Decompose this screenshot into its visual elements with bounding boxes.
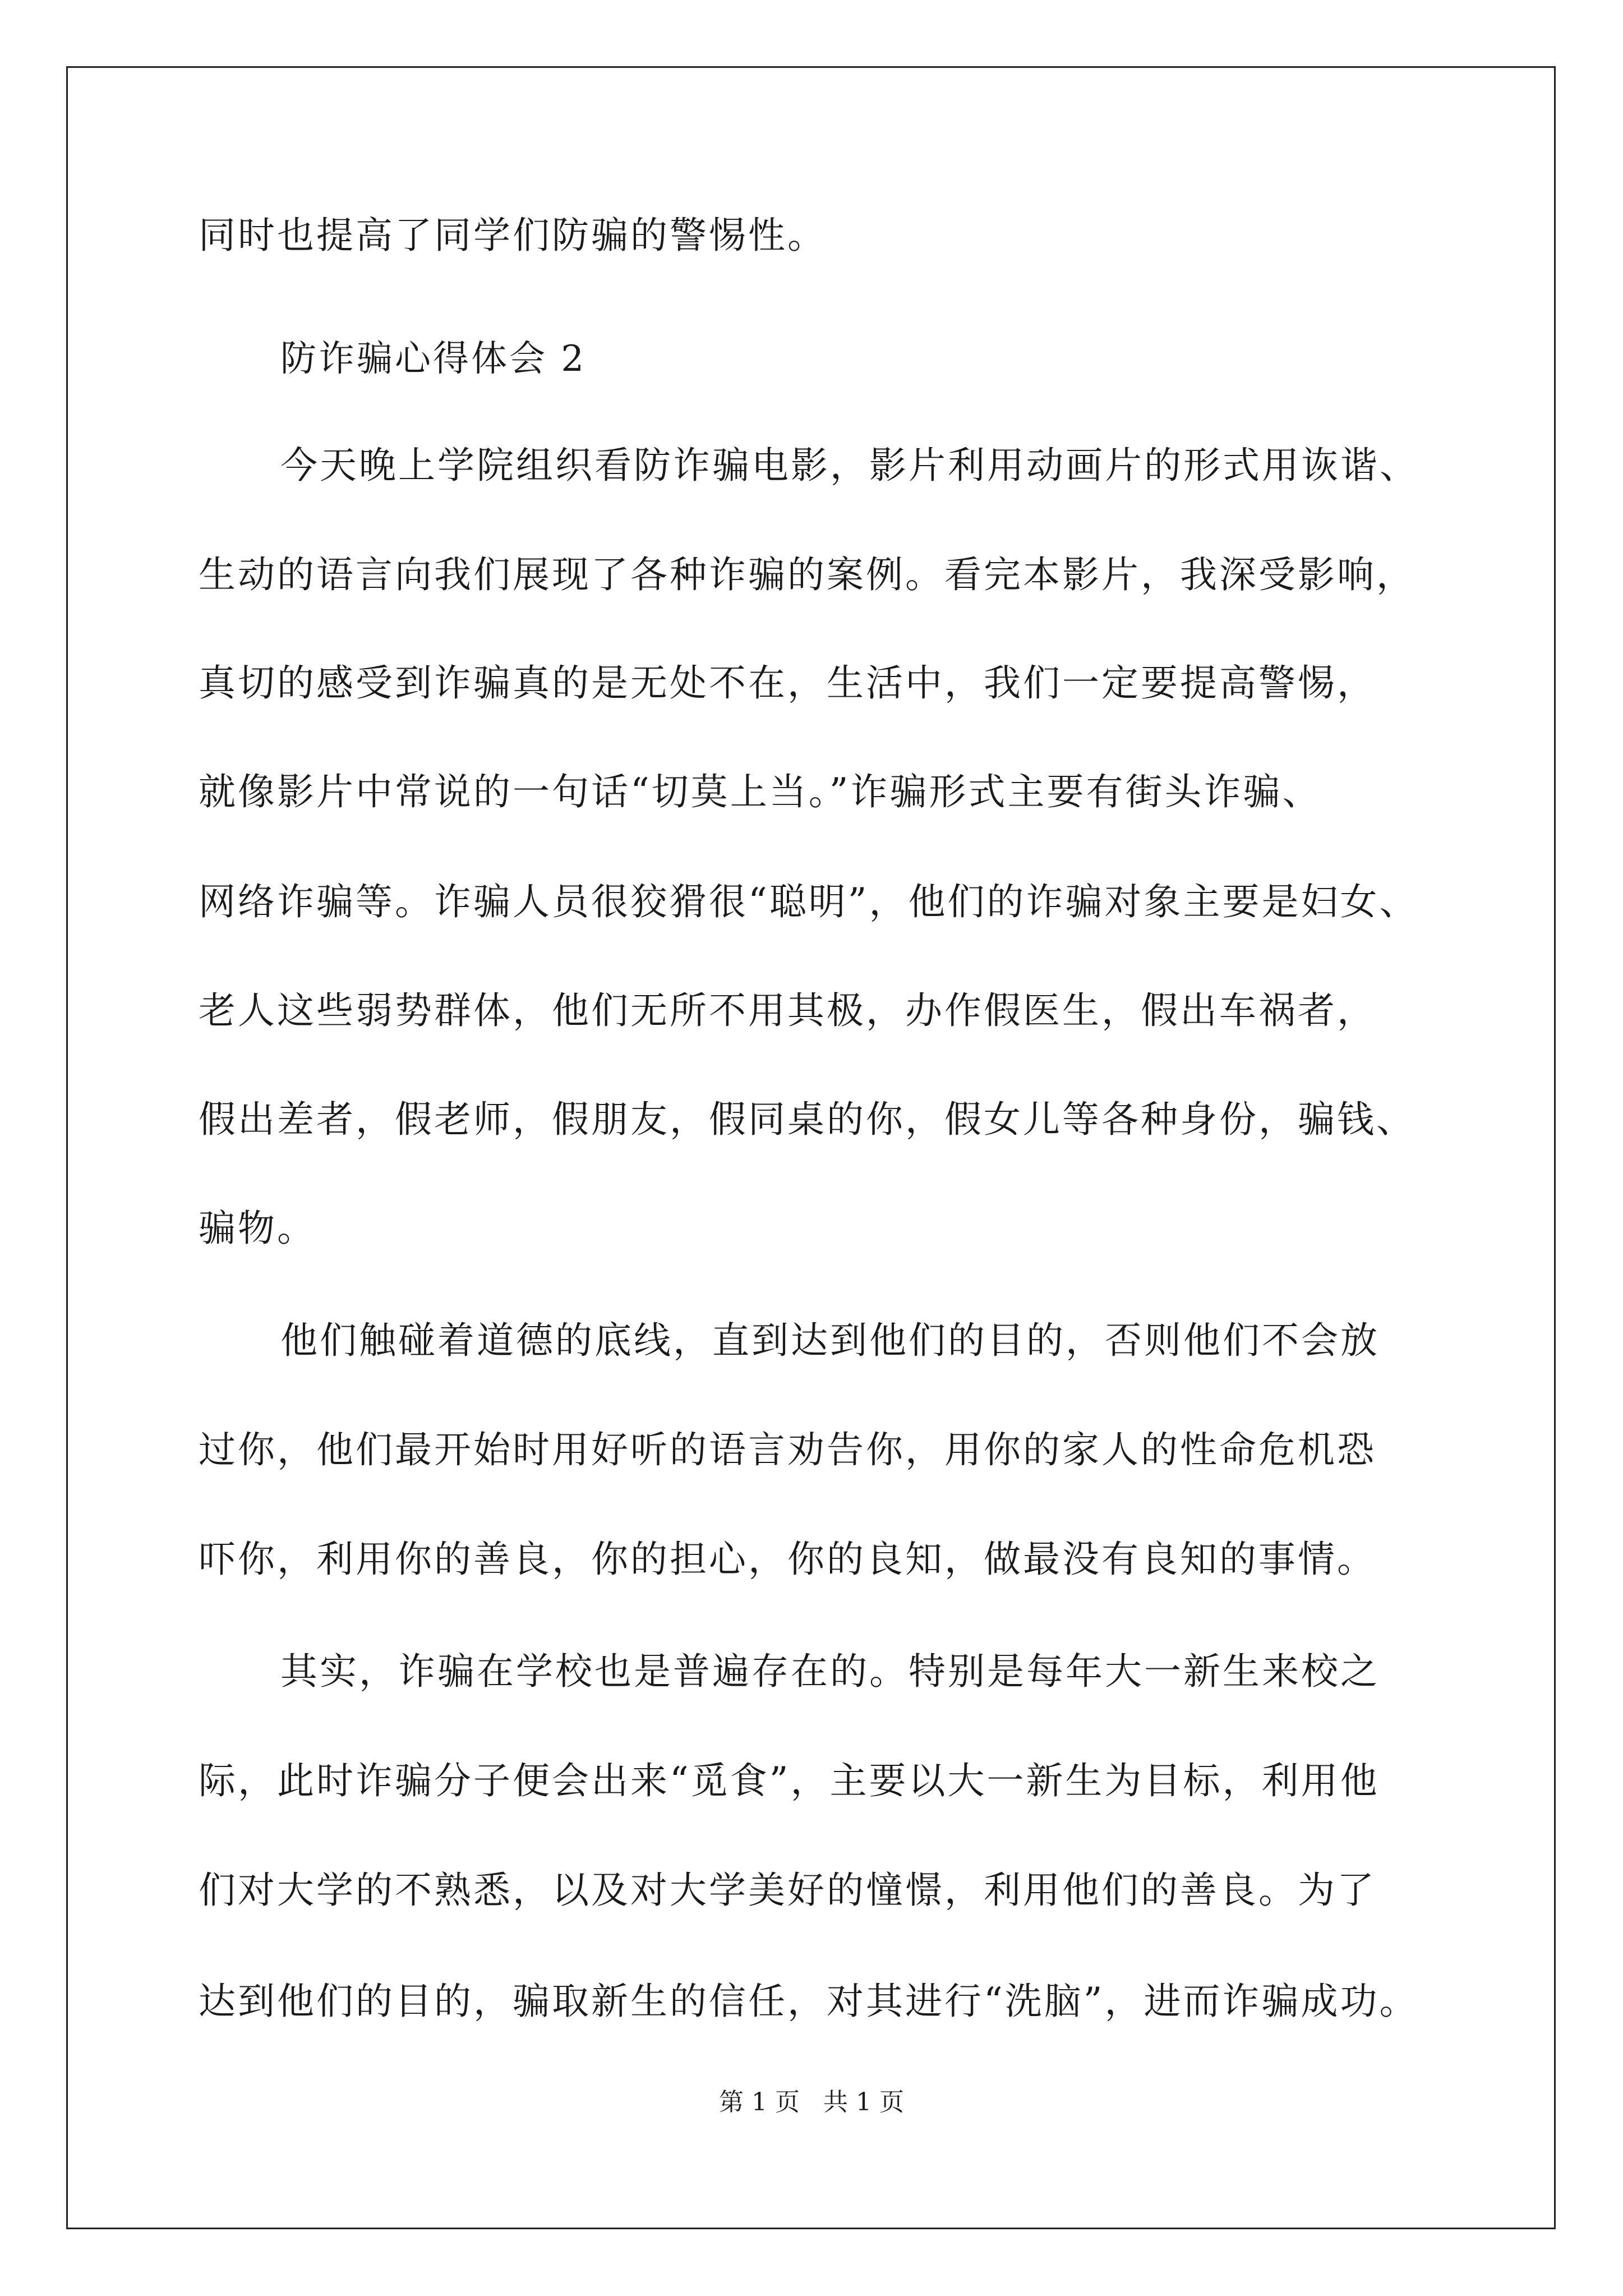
paragraph-line: 吓你，利用你的善良，你的担心，你的良知，做最没有良知的事情。 [199, 1538, 1376, 1581]
page-footer [0, 2087, 1623, 2118]
paragraph-line: 老人这些弱势群体，他们无所不用其极，办作假医生，假出车祸者， [199, 989, 1376, 1032]
paragraph-line: 其实，诈骗在学校也是普遍存在的。特别是每年大一新生来校之 [280, 1650, 1380, 1693]
paragraph-line: 假出差者，假老师，假朋友，假同桌的你，假女儿等各种身份，骗钱、 [199, 1098, 1415, 1141]
paragraph-line: 就像影片中常说的一句话“切莫上当。”诈骗形式主要有街头诈骗、 [199, 770, 1322, 813]
page-number-total: 共 1 页 [823, 2088, 904, 2116]
paragraph-line: 生动的语言向我们展现了各种诈骗的案例。看完本影片，我深受影响， [199, 553, 1415, 596]
paragraph-line: 际，此时诈骗分子便会出来“觅食”，主要以大一新生为目标，利用他 [199, 1759, 1380, 1802]
paragraph-line: 达到他们的目的，骗取新生的信任，对其进行“洗脑”，进而诈骗成功。 [199, 1980, 1419, 2023]
section-heading: 防诈骗心得体会 2 [280, 338, 587, 380]
paragraph-line: 今天晚上学院组织看防诈骗电影，影片利用动画片的形式用诙谐、 [280, 444, 1419, 487]
paragraph-line: 骗物。 [199, 1207, 316, 1250]
paragraph-line: 真切的感受到诈骗真的是无处不在，生活中，我们一定要提高警惕， [199, 661, 1376, 705]
paragraph-line: 他们触碰着道德的底线，直到达到他们的目的，否则他们不会放 [280, 1319, 1380, 1362]
paragraph-line: 同时也提高了同学们防骗的警惕性。 [199, 214, 827, 257]
page-number-current: 第 1 页 [719, 2088, 800, 2116]
paragraph-line: 们对大学的不熟悉，以及对大学美好的憧憬，利用他们的善良。为了 [199, 1869, 1376, 1912]
paragraph-line: 网络诈骗等。诈骗人员很狡猾很“聪明”，他们的诈骗对象主要是妇女、 [199, 880, 1419, 923]
paragraph-line: 过你，他们最开始时用好听的语言劝告你，用你的家人的性命危机恐 [199, 1428, 1376, 1471]
